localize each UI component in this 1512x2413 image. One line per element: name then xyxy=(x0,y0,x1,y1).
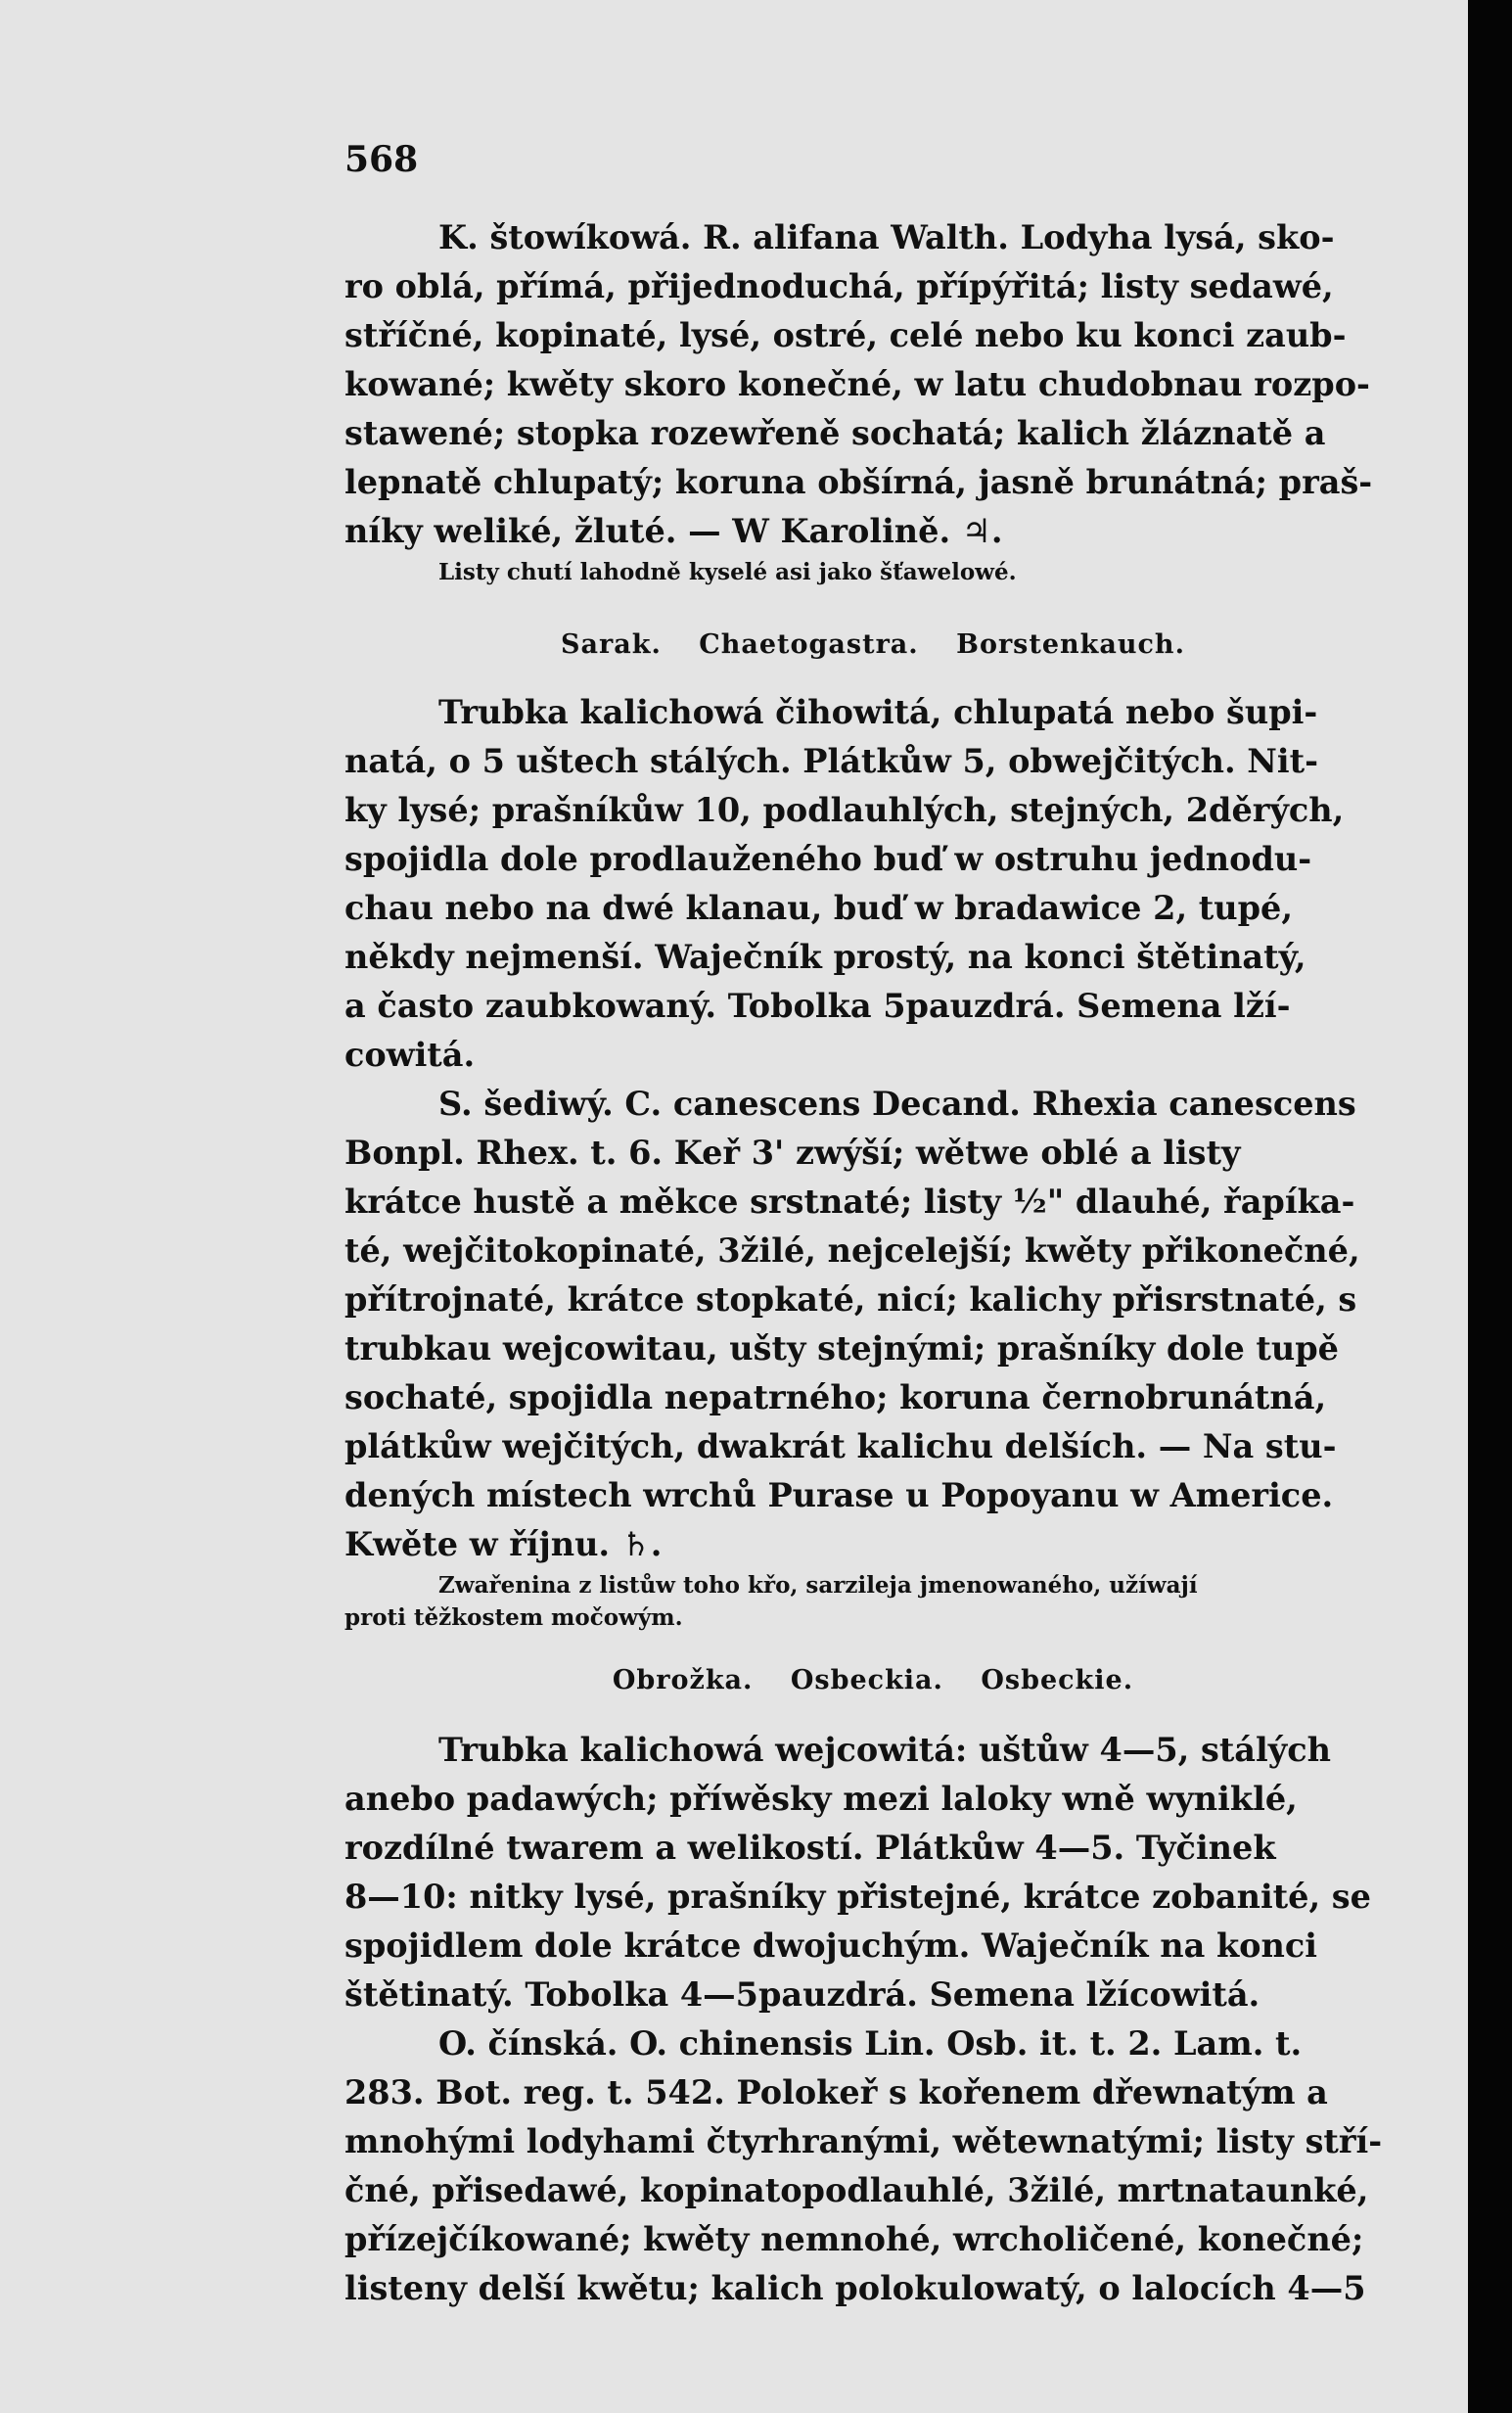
text-line: S. šediwý. C. canescens Decand. Rhexia canescens xyxy=(438,1085,1356,1123)
species-paragraph-sorrel-leaved xyxy=(344,213,1401,556)
text-line: dených místech wrchů Purase u Popoyanu w Americe. xyxy=(344,1476,1334,1514)
text-line: Trubka kalichowá čihowitá, chlupatá nebo šupi- xyxy=(438,693,1318,731)
text-line: chau nebo na dwé klanau, buď w bradawice 2, tupé, xyxy=(344,889,1294,927)
page-number: 568 xyxy=(344,139,419,180)
text-line: ky lysé; prašníkůw 10, podlauhlých, stejných, 2děrých, xyxy=(344,791,1345,829)
text-line: Kwěte w říjnu. ♄. xyxy=(344,1525,663,1563)
text-line: cowitá. xyxy=(344,1036,476,1074)
text-line: lepnatě chlupatý; koruna obšírná, jasně brunátná; praš- xyxy=(344,463,1373,501)
text-line: spojidlem dole krátce dwojuchým. Waječník na konci xyxy=(344,1926,1317,1965)
text-line: spojidla dole prodlauženého buď w ostruhu jednodu- xyxy=(344,840,1312,878)
text-line: přítrojnaté, krátce stopkaté, nicí; kalichy přisrstnaté, s xyxy=(344,1280,1357,1319)
genus-description-obrozka xyxy=(344,1726,1401,2019)
text-line: 8—10: nitky lysé, prašníky přistejné, krátce zobanité, se xyxy=(344,1878,1371,1916)
text-line: stříčné, kopinaté, lysé, ostré, celé nebo ku konci zaub- xyxy=(344,316,1347,354)
text-line: níky weliké, žluté. — W Karolině. ♃. xyxy=(344,512,1003,550)
page-content xyxy=(344,213,1401,2313)
text-line: 283. Bot. reg. t. 542. Polokeř s kořenem dřewnatým a xyxy=(344,2073,1328,2111)
genus-name-czech: Obrožka. xyxy=(612,1665,754,1695)
text-line: kowané; kwěty skoro konečné, w latu chudobnau rozpo- xyxy=(344,365,1370,403)
text-line: sochaté, spojidla nepatrného; koruna černobrunátná, xyxy=(344,1378,1327,1416)
text-line: té, wejčitokopinaté, 3žilé, nejcelejší; kwěty přikonečné, xyxy=(344,1231,1360,1270)
text-line: čné, přisedawé, kopinatopodlauhlé, 3žilé, mrtnataunké, xyxy=(344,2171,1369,2209)
text-line: štětinatý. Tobolka 4—5pauzdrá. Semena lžícowitá. xyxy=(344,1975,1260,2014)
genus-name-german: Osbeckie. xyxy=(981,1665,1134,1695)
footnote-decoction xyxy=(344,1569,1401,1634)
text-line: někdy nejmenší. Waječník prostý, na konci štětinatý, xyxy=(344,938,1306,976)
species-paragraph-chinensis xyxy=(344,2019,1401,2313)
genus-heading-sarak xyxy=(344,626,1401,665)
genus-description-sarak xyxy=(344,688,1401,1080)
note-line: Listy chutí lahodně kyselé asi jako šťawelowé. xyxy=(438,559,1017,585)
text-line: K. štowíkowá. R. alifana Walth. Lodyha lysá, sko- xyxy=(438,218,1335,256)
genus-name-latin: Chaetogastra. xyxy=(699,629,919,660)
genus-heading-obrozka xyxy=(344,1661,1401,1700)
text-line: mnohými lodyhami čtyrhranými, wětewnatými; listy stří- xyxy=(344,2122,1383,2160)
species-paragraph-canescens xyxy=(344,1080,1401,1569)
genus-name-latin: Osbeckia. xyxy=(790,1665,943,1695)
text-line: přízejčíkowané; kwěty nemnohé, wrcholičené, konečné; xyxy=(344,2220,1364,2258)
text-line: ro oblá, přímá, přijednoduchá, přípýřitá; listy sedawé, xyxy=(344,267,1334,305)
scan-border xyxy=(1468,0,1512,2413)
text-line: krátce hustě a měkce srstnaté; listy ½" dlauhé, řapíka- xyxy=(344,1183,1355,1221)
text-line: O. čínská. O. chinensis Lin. Osb. it. t. 2. Lam. t. xyxy=(438,2024,1303,2063)
genus-name-german: Borstenkauch. xyxy=(956,629,1185,660)
genus-name-czech: Sarak. xyxy=(561,629,662,660)
text-line: plátkůw wejčitých, dwakrát kalichu delších. — Na stu- xyxy=(344,1427,1337,1465)
text-line: stawené; stopka rozewřeně sochatá; kalich žláznatě a xyxy=(344,414,1326,452)
footnote-leaves xyxy=(344,556,1401,588)
text-line: a často zaubkowaný. Tobolka 5pauzdrá. Semena lží- xyxy=(344,987,1291,1025)
note-line: proti těžkostem močowým. xyxy=(344,1604,683,1631)
note-line: Zwařenina z listůw toho křo, sarzileja jmenowaného, užíwají xyxy=(438,1572,1198,1599)
text-line: trubkau wejcowitau, ušty stejnými; prašníky dole tupě xyxy=(344,1329,1339,1368)
text-line: listeny delší kwětu; kalich polokulowatý, o lalocích 4—5 xyxy=(344,2269,1366,2307)
text-line: Bonpl. Rhex. t. 6. Keř 3' zwýší; wětwe oblé a listy xyxy=(344,1134,1241,1172)
text-line: anebo padawých; příwěsky mezi laloky wně wyniklé, xyxy=(344,1780,1298,1818)
text-line: natá, o 5 uštech stálých. Plátkůw 5, obwejčitých. Nit- xyxy=(344,742,1318,780)
text-line: Trubka kalichowá wejcowitá: uštůw 4—5, stálých xyxy=(438,1731,1331,1769)
text-line: rozdílné twarem a welikostí. Plátkůw 4—5. Tyčinek xyxy=(344,1829,1276,1867)
